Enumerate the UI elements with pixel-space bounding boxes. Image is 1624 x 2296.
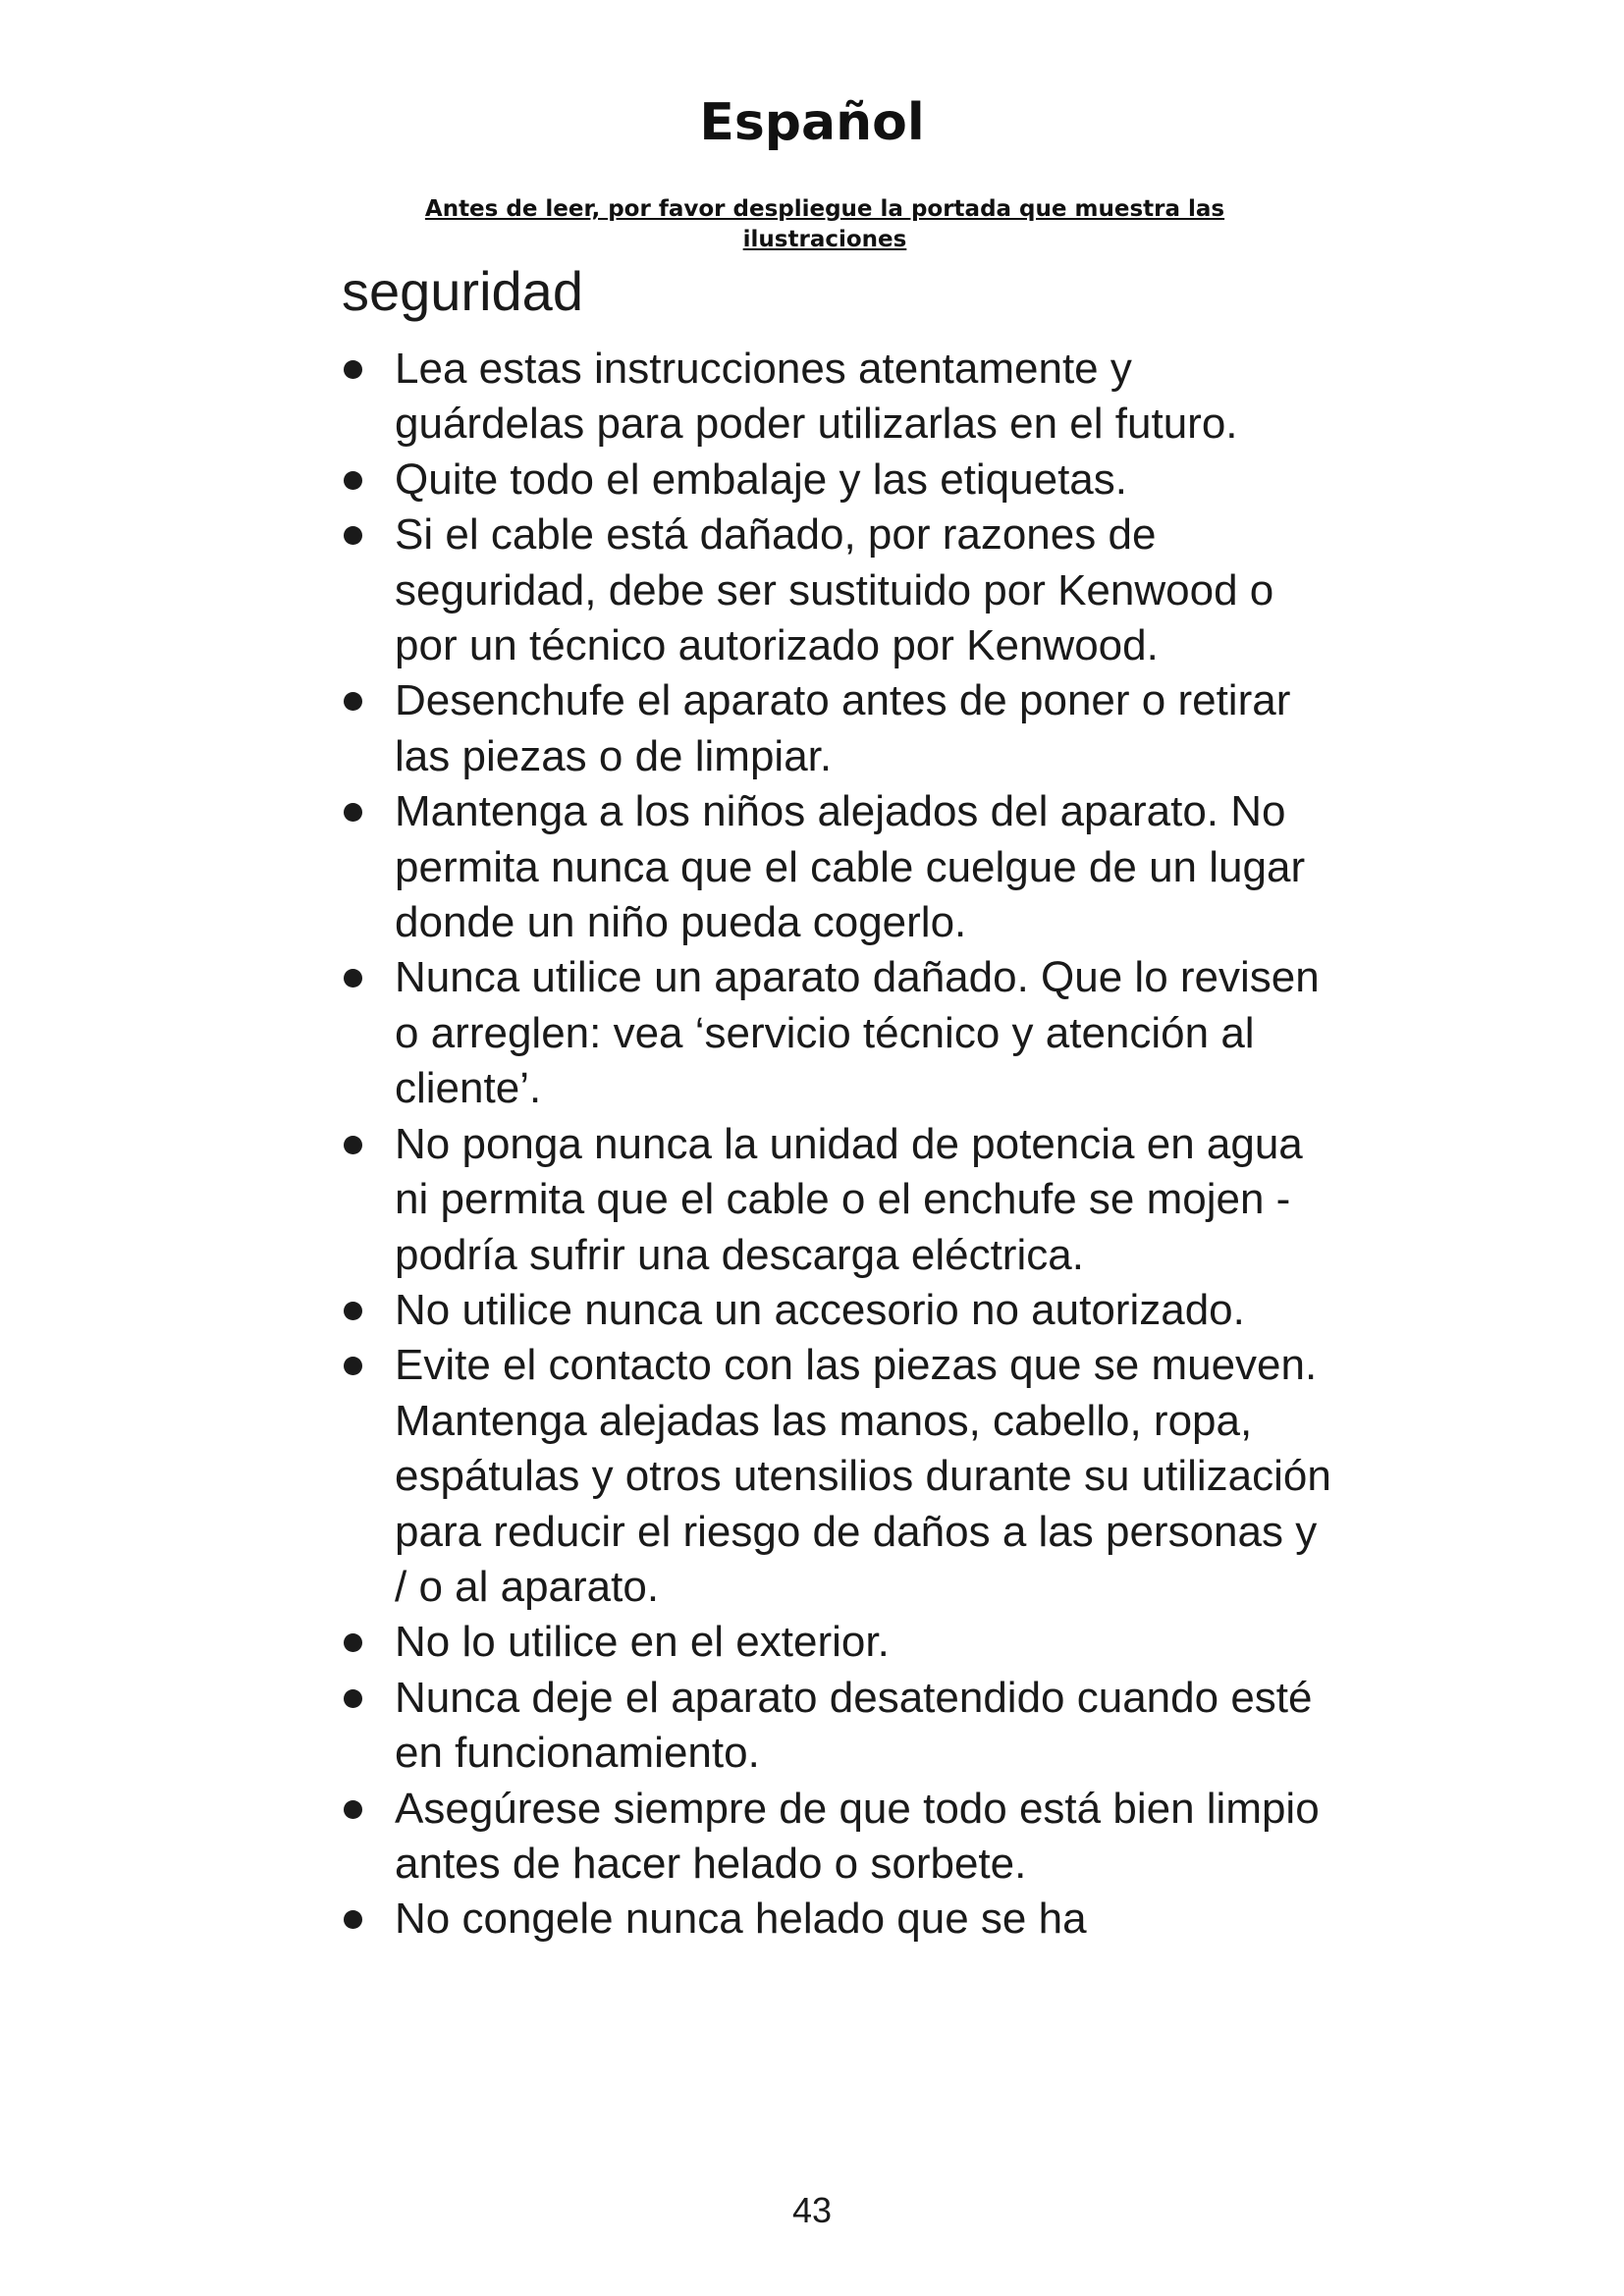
list-item-text: Desenchufe el aparato antes de poner o retirar las piezas o de limpiar.: [395, 676, 1291, 780]
bullet-icon: [344, 1136, 362, 1154]
list-item: [342, 507, 1333, 673]
bullet-icon: [344, 471, 362, 490]
bullet-icon: [344, 1357, 362, 1375]
list-item: [342, 1615, 1333, 1670]
list-item-text: No congele nunca helado que se ha: [395, 1895, 1087, 1944]
list-item-text: Si el cable está dañado, por razones de seguridad, debe ser sustituido por Kenwood o por un técnico autorizado por Kenwood.: [395, 510, 1274, 670]
safety-instructions-list: [342, 342, 1333, 1948]
bullet-icon: [344, 1633, 362, 1652]
bullet-icon: [344, 969, 362, 988]
list-item-text: No lo utilice en el exterior.: [395, 1618, 890, 1667]
unfold-cover-notice: Antes de leer, por favor despliegue la portada que muestra las ilustraciones: [424, 196, 1225, 252]
list-item: [342, 673, 1333, 784]
list-item: [342, 784, 1333, 950]
bullet-icon: [344, 1800, 362, 1819]
list-item: [342, 1283, 1333, 1338]
list-item-text: Nunca deje el aparato desatendido cuando esté en funcionamiento.: [395, 1673, 1313, 1778]
list-item: [342, 342, 1333, 453]
list-item: [342, 1782, 1333, 1893]
list-item-text: Lea estas instrucciones atentamente y guárdelas para poder utilizarlas en el futuro.: [395, 345, 1238, 449]
bullet-icon: [344, 526, 362, 545]
section-heading-safety: seguridad: [342, 260, 583, 322]
bullet-icon: [344, 692, 362, 711]
list-item-text: Asegúrese siempre de que todo está bien limpio antes de hacer helado o sorbete.: [395, 1784, 1320, 1888]
list-item-text: Mantenga a los niños alejados del aparato. No permita nunca que el cable cuelgue de un lugar donde un niño pueda cogerlo.: [395, 787, 1306, 947]
list-item-text: Nunca utilice un aparato dañado. Que lo revisen o arreglen: vea ‘servicio técnico y atención al cliente’.: [395, 953, 1320, 1113]
list-item-text: Quite todo el embalaje y las etiquetas.: [395, 454, 1128, 504]
list-item-text: Evite el contacto con las piezas que se mueven. Mantenga alejadas las manos, cabello, ropa, espátulas y otros utensilios durante su utilización para reducir el riesgo de daños a las personas y / o al aparato.: [395, 1341, 1331, 1611]
list-item: [342, 1338, 1333, 1615]
list-item: [342, 1117, 1333, 1283]
list-item: [342, 1671, 1333, 1782]
list-item-text: No utilice nunca un accesorio no autorizado.: [395, 1285, 1245, 1334]
page-number: 43: [791, 2190, 833, 2230]
bullet-icon: [344, 360, 362, 379]
list-item: [342, 950, 1333, 1116]
bullet-icon: [344, 1689, 362, 1708]
bullet-icon: [344, 1302, 362, 1320]
list-item: [342, 1892, 1333, 1947]
list-item: [342, 453, 1333, 507]
bullet-icon: [344, 1910, 362, 1929]
list-item-text: No ponga nunca la unidad de potencia en agua ni permita que el cable o el enchufe se mojen - podría sufrir una descarga eléctrica.: [395, 1119, 1303, 1279]
bullet-icon: [344, 803, 362, 822]
page-title: Español: [699, 93, 925, 152]
